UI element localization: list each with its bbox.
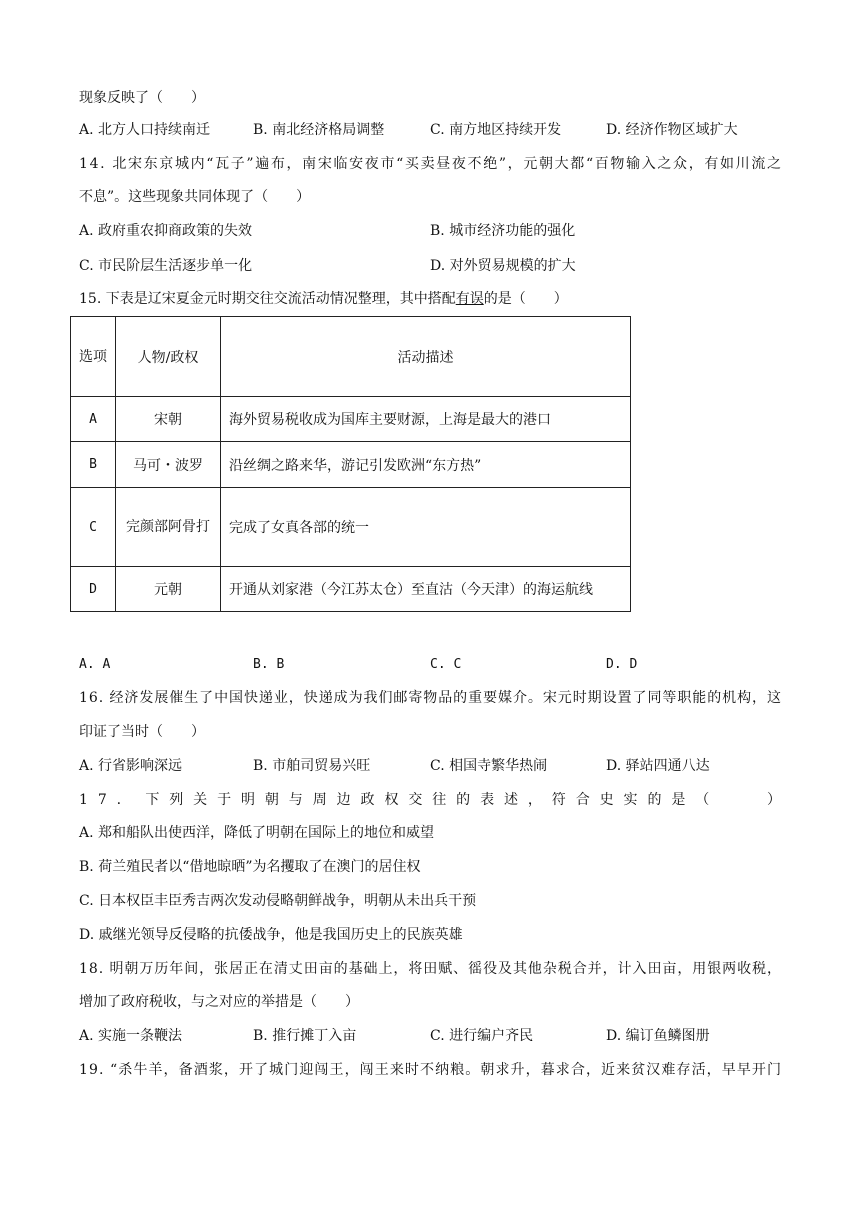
q14-stem-line1: 14. 北宋东京城内“瓦子”遍布，南宋临安夜市“买卖昼夜不绝”，元朝大都“百物输入之众，有如川流之 [79,156,783,172]
row-d-desc: 开通从刘家港（今江苏太仓）至直沽（今天津）的海运航线 [221,567,631,612]
q18-stem-line1: 18. 明朝万历年间，张居正在清丈田亩的基础上，将田赋、徭役及其他杂税合并，计入田亩，用银两收税， [79,961,782,977]
q16-option-b[interactable]: B. 市舶司贸易兴旺 [253,758,371,774]
row-b-option: B [71,442,116,488]
q15-stem [79,289,568,309]
row-a-who: 宋朝 [116,397,221,442]
q15-option-a[interactable]: A. A [79,657,111,672]
q14-option-a[interactable]: A. 政府重农抑商政策的失效 [79,223,253,239]
q17-option-c[interactable]: C. 日本权臣丰臣秀吉两次发动侵略朝鲜战争，明朝从未出兵干预 [79,893,477,909]
q17-option-b[interactable]: B. 荷兰殖民者以“借地晾晒”为名攫取了在澳门的居住权 [79,859,421,875]
q16-option-d[interactable]: D. 驿站四通八达 [606,758,710,774]
q15-stem-underlined: 有误 [455,291,484,307]
row-d-who: 元朝 [116,567,221,612]
q13-stem-tail: 现象反映了（ ） [79,90,205,106]
q18-stem-line2: 增加了政府税收，与之对应的举措是（ ） [79,994,359,1010]
row-b-desc: 沿丝绸之路来华，游记引发欧洲“东方热” [221,442,631,488]
q15-option-b[interactable]: B. B [253,657,285,672]
q16-option-c[interactable]: C. 相国寺繁华热闹 [430,758,548,774]
q14-stem-line2: 不息”。这些现象共同体现了（ ） [79,189,311,205]
row-a-desc: 海外贸易税收成为国库主要财源，上海是最大的港口 [221,397,631,442]
row-c-who: 完颜部阿骨打 [116,488,221,567]
q18-option-c[interactable]: C. 进行编户齐民 [430,1028,534,1044]
q13-option-b[interactable]: B. 南北经济格局调整 [253,122,385,138]
q14-option-b[interactable]: B. 城市经济功能的强化 [430,223,576,239]
q13-option-a[interactable]: A. 北方人口持续南迁 [79,122,211,138]
q16-option-a[interactable]: A. 行省影响深远 [79,758,183,774]
q16-stem-line1: 16. 经济发展催生了中国快递业，快递成为我们邮寄物品的重要媒介。宋元时期设置了同等职能的机构，这 [79,690,782,706]
q19-stem-line1: 19. “杀牛羊，备酒浆，开了城门迎闯王，闯王来时不纳粮。朝求升，暮求合，近来贫汉难存活，早早开门 [79,1062,783,1078]
q18-option-d[interactable]: D. 编订鱼鳞图册 [606,1028,710,1044]
q17-option-a[interactable]: A. 郑和船队出使西洋，降低了明朝在国际上的地位和威望 [79,825,435,841]
table-row [71,488,631,567]
row-a-option: A [71,397,116,442]
q15-stem-after: 的是（ ） [483,291,568,307]
q15-table [70,316,631,612]
row-b-who: 马可・波罗 [116,442,221,488]
q13-option-c[interactable]: C. 南方地区持续开发 [430,122,562,138]
header-who: 人物/政权 [116,317,221,397]
q17-option-d[interactable]: D. 戚继光领导反侵略的抗倭战争，他是我国历史上的民族英雄 [79,927,463,943]
header-option: 选项 [71,317,116,397]
row-c-option: C [71,488,116,567]
q13-option-d[interactable]: D. 经济作物区域扩大 [606,122,738,138]
row-d-option: D [71,567,116,612]
header-desc: 活动描述 [221,317,631,397]
q14-option-d[interactable]: D. 对外贸易规模的扩大 [430,258,576,274]
q18-option-a[interactable]: A. 实施一条鞭法 [79,1028,183,1044]
table-row [71,442,631,488]
q15-stem-before: 15. 下表是辽宋夏金元时期交往交流活动情况整理，其中搭配 [79,291,456,307]
table-header-row [71,317,631,397]
q14-option-c[interactable]: C. 市民阶层生活逐步单一化 [79,258,253,274]
q17-stem: 17. 下列关于明朝与周边政权交往的表述，符合史实的是（ ） [79,792,791,808]
q15-option-d[interactable]: D. D [606,657,638,672]
row-c-desc: 完成了女真各部的统一 [221,488,631,567]
q16-stem-line2: 印证了当时（ ） [79,724,205,740]
table-row [71,567,631,612]
q18-option-b[interactable]: B. 推行摊丁入亩 [253,1028,357,1044]
table-row [71,397,631,442]
q15-option-c[interactable]: C. C [430,657,462,672]
